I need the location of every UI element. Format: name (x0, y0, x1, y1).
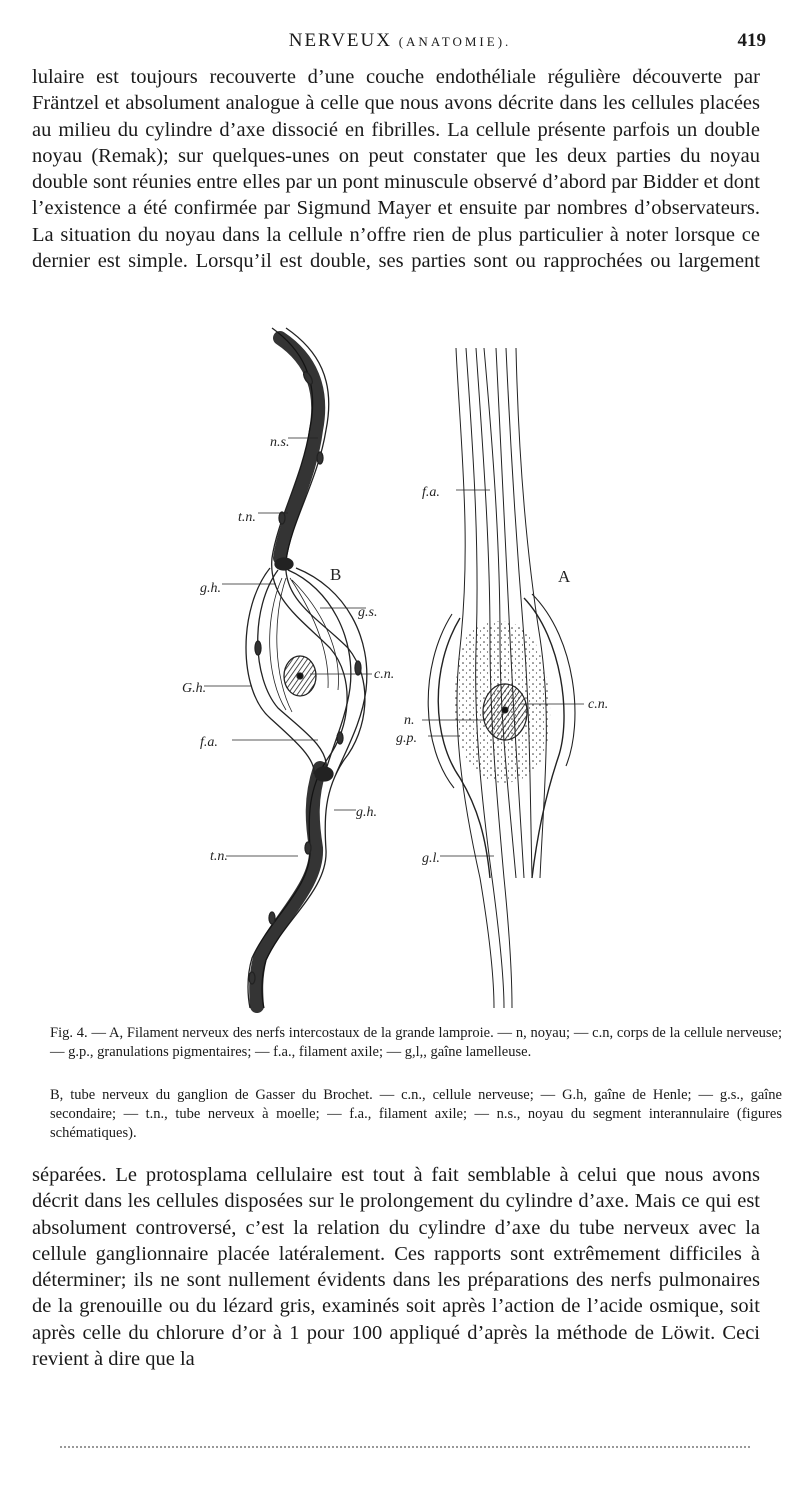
footer-dotted-rule (60, 1446, 750, 1448)
label-b-cn: c.n. (374, 667, 395, 682)
label-a-fa: f.a. (422, 485, 440, 500)
label-a-n: n. (404, 713, 415, 728)
label-a-gp: g.p. (396, 731, 417, 746)
label-b-fa: f.a. (200, 735, 218, 750)
body-paragraph-2: séparées. Le protosplama cellulaire est tout à fait semblable à celui que nous avons décrit dans les cellules disposées sur le prolongement du cylindre d’axe. Mais ce qui est absolument controversé, c’est la relation du cylindre d’axe du tube nerveux avec la cellule ganglionnaire placée latéralement. Ces rapports sont extrêmement difficiles à déterminer; ils ne sont nullement évidents dans les préparations des nerfs pulmonaires de la grenouille ou du lézard gris, examinés soit après l’action de l’acide osmique, soit après celle du chlorure d’or à 1 pour 100 appliqué d’après la méthode de Löwit. Ceci revient à dire que la (32, 1164, 760, 1371)
label-b-gh: g.h. (200, 581, 221, 596)
label-a-gl: g.l. (422, 851, 440, 866)
body-paragraph-1: lulaire est toujours recouverte d’une couche endothéliale régulière découverte par Fräntzel et absolument analogue à celle que nous avons décrite dans les cellules placées au milieu du cylindre d’axe dissocié en fibrilles. La cellule présente parfois un double noyau (Remak); sur quelques-unes on peut constater que les deux parties du noyau double sont réunies entre elles par un pont minuscule observé d’abord par Bidder et dont l’existence a été confirmée par Sigmund Mayer et ensuite par nombres d’observateurs. La situation du noyau dans la cellule n’offre rien de plus particulier à noter lorsque ce dernier est simple. Lorsqu’il est double, ses parties sont ou rapprochées ou largement (32, 66, 760, 273)
figure-caption-a: Fig. 4. — A, Filament nerveux des nerfs intercostaux de la grande lamproie. — n, noyau; — c.n, corps de la cellule nerveuse; — g.p., granulations pigmentaires; — f.a., filament axile; — g,l,, gaîne lamelleuse. (50, 1025, 782, 1060)
label-b-title: B (330, 565, 342, 584)
label-b-tn-bottom: t.n. (210, 849, 228, 864)
running-title-text: NERVEUX (288, 30, 392, 51)
label-b-gs: g.s. (358, 605, 378, 620)
label-b-gh2: g.h. (356, 805, 377, 820)
running-subtitle: (ANATOMIE). (398, 34, 512, 49)
figure-caption-b: B, tube nerveux du ganglion de Gasser du Brochet. — c.n., cellule nerveuse; — G.h, gaîne de Henle; — g.s., gaîne secondaire; — t.n., tube nerveux à moelle; — f.a., filament axile; — n.s., noyau du segment interannulaire (figures schématiques). (50, 1087, 782, 1141)
figure-illustration (160, 318, 640, 1018)
label-a-cn: c.n. (588, 697, 609, 712)
figure-a (428, 348, 575, 1008)
page-number: 419 (737, 30, 766, 51)
label-b-Gh: G.h. (182, 681, 207, 696)
page-header (0, 30, 800, 58)
label-b-tn-top: t.n. (238, 510, 256, 525)
running-title (0, 30, 800, 52)
figure-b (246, 328, 367, 1008)
label-b-ns: n.s. (270, 435, 290, 450)
label-a-title: A (558, 567, 571, 586)
anatomical-figure (160, 318, 640, 1018)
